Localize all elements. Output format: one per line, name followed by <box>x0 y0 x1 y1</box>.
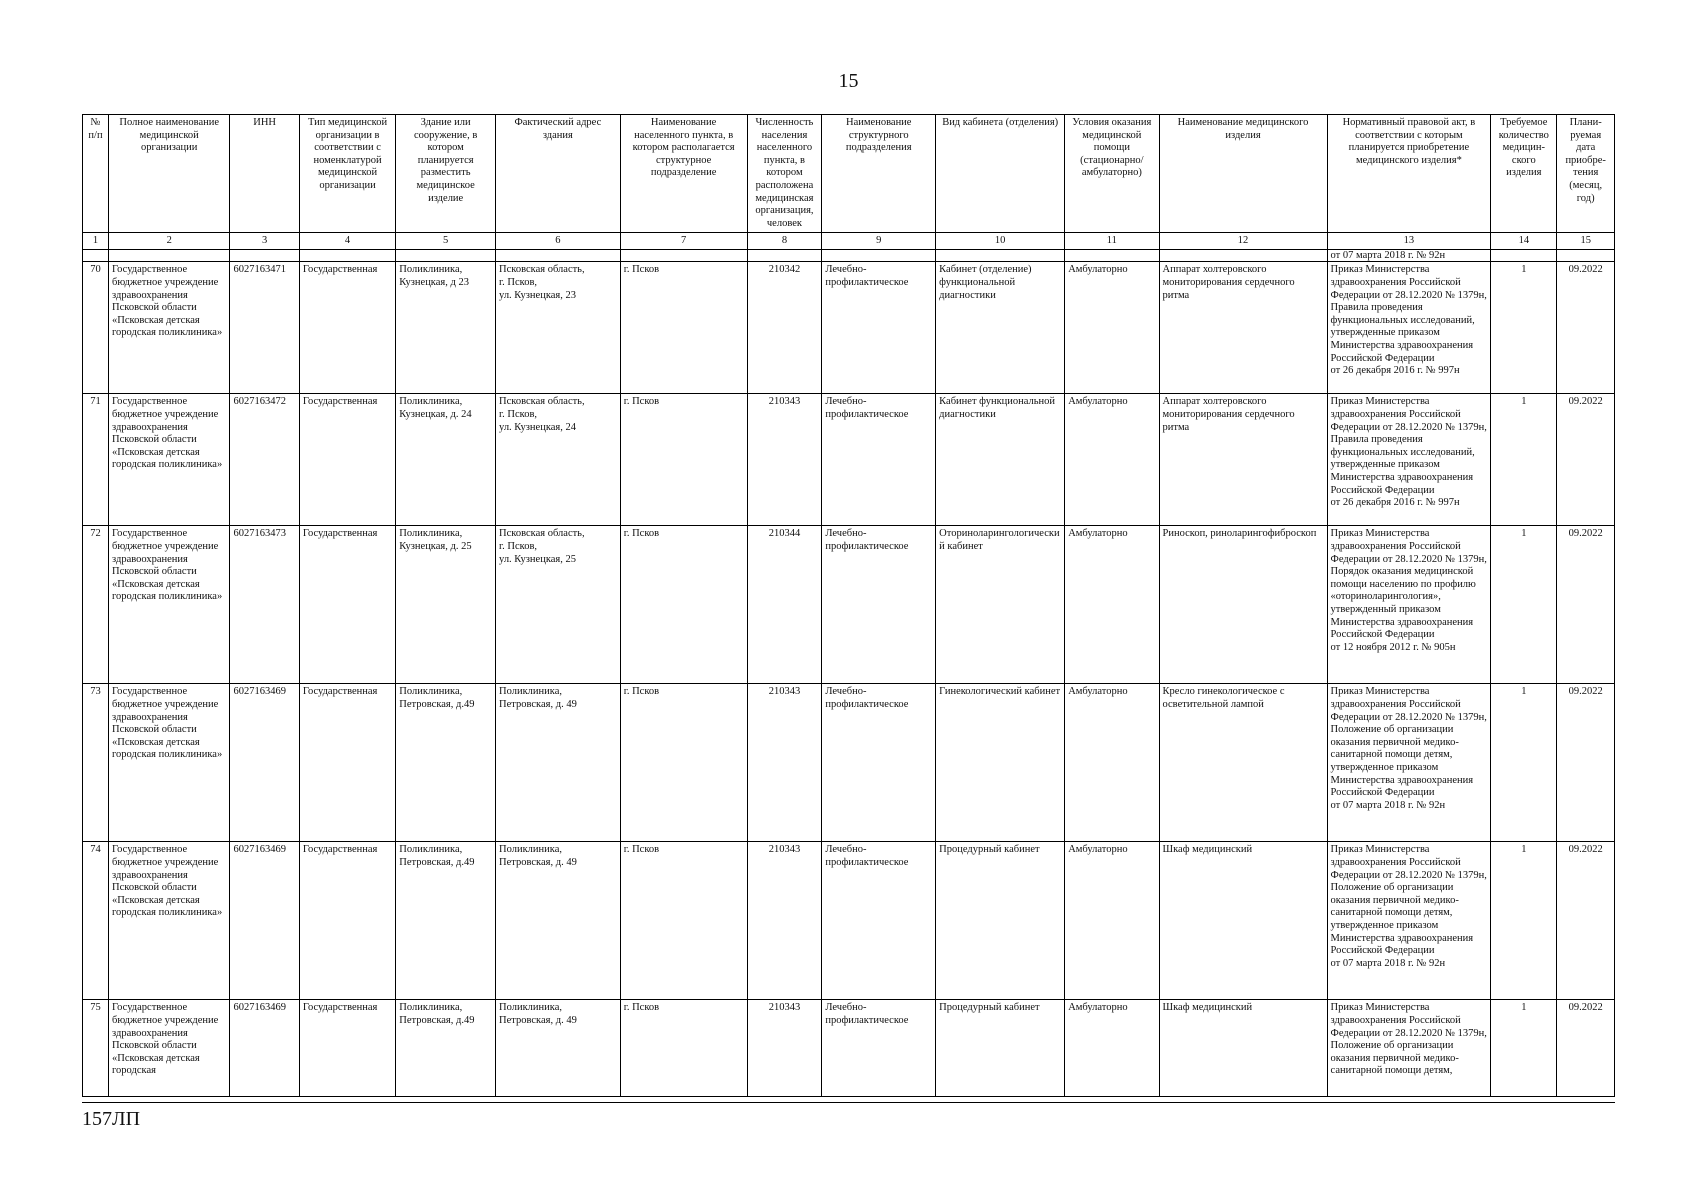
org-name-cell: Государственное бюджетное учреждение здравоохранения Псковской области «Псковская детская городская поликлиника» <box>109 842 230 1000</box>
cabinet-type-cell: Процедурный кабинет <box>936 842 1065 1000</box>
org-name-cell: Государственное бюджетное учреждение здравоохранения Псковской области «Псковская детская городская поликлиника» <box>109 684 230 842</box>
header-cell: Требуемое количество медицин-ского изделия <box>1491 115 1557 233</box>
table-row <box>83 1000 1615 1097</box>
column-number-row <box>83 233 1615 250</box>
address-cell: Поликлиника, Петровская, д. 49 <box>496 1000 621 1097</box>
planned-date-cell: 09.2022 <box>1557 842 1615 1000</box>
org-type-cell: Государственная <box>299 842 395 1000</box>
locality-cell: г. Псков <box>620 1000 747 1097</box>
address-cell: Псковская область, г. Псков, ул. Кузнецкая, 24 <box>496 394 621 526</box>
legal-act-cell: Приказ Министерства здравоохранения Российской Федерации от 28.12.2020 № 1379н, Положение об организации оказания первичной медико-санитарной помощи детям, утвержденное приказом Министерства здравоохранения Российской Федерации от 07 марта 2018 г. № 92н <box>1327 842 1491 1000</box>
table-row <box>83 526 1615 684</box>
locality-cell: г. Псков <box>620 684 747 842</box>
row-number-cell: 71 <box>83 394 109 526</box>
population-cell: 210342 <box>747 262 822 394</box>
column-number: 7 <box>620 233 747 250</box>
quantity-cell: 1 <box>1491 526 1557 684</box>
inn-cell: 6027163471 <box>230 262 299 394</box>
planned-date-cell: 09.2022 <box>1557 394 1615 526</box>
address-cell: Поликлиника, Петровская, д. 49 <box>496 684 621 842</box>
row-number-cell: 72 <box>83 526 109 684</box>
header-cell: Наименование структурного подразделения <box>822 115 936 233</box>
locality-cell: г. Псков <box>620 842 747 1000</box>
population-cell: 210343 <box>747 1000 822 1097</box>
care-conditions-cell: Амбулаторно <box>1065 842 1159 1000</box>
column-number: 8 <box>747 233 822 250</box>
building-cell: Поликлиника, Петровская, д.49 <box>396 842 496 1000</box>
document-code: 157ЛП <box>82 1108 141 1130</box>
column-number: 4 <box>299 233 395 250</box>
header-cell: Плани-руемая дата приобре-тения (месяц, год) <box>1557 115 1615 233</box>
row-number-cell: 70 <box>83 262 109 394</box>
header-cell: Тип медицинской организации в соответствии с номенклатурой медицинской организации <box>299 115 395 233</box>
inn-cell: 6027163469 <box>230 842 299 1000</box>
quantity-cell: 1 <box>1491 1000 1557 1097</box>
org-type-cell: Государственная <box>299 1000 395 1097</box>
cabinet-type-cell: Кабинет функциональной диагностики <box>936 394 1065 526</box>
column-number: 5 <box>396 233 496 250</box>
building-cell: Поликлиника, Петровская, д.49 <box>396 684 496 842</box>
table-row <box>83 684 1615 842</box>
cabinet-type-cell: Кабинет (отделение) функциональной диагностики <box>936 262 1065 394</box>
care-conditions-cell: Амбулаторно <box>1065 394 1159 526</box>
planned-date-cell: 09.2022 <box>1557 526 1615 684</box>
inn-cell: 6027163473 <box>230 526 299 684</box>
column-number: 14 <box>1491 233 1557 250</box>
structural-unit-cell: Лечебно-профилактическое <box>822 684 936 842</box>
inn-cell: 6027163469 <box>230 684 299 842</box>
quantity-cell: 1 <box>1491 684 1557 842</box>
column-number: 10 <box>936 233 1065 250</box>
building-cell: Поликлиника, Кузнецкая, д. 25 <box>396 526 496 684</box>
address-cell: Поликлиника, Петровская, д. 49 <box>496 842 621 1000</box>
structural-unit-cell: Лечебно-профилактическое <box>822 1000 936 1097</box>
building-cell: Поликлиника, Кузнецкая, д 23 <box>396 262 496 394</box>
column-number: 9 <box>822 233 936 250</box>
building-cell: Поликлиника, Кузнецкая, д. 24 <box>396 394 496 526</box>
care-conditions-cell: Амбулаторно <box>1065 262 1159 394</box>
header-cell: Нормативный правовой акт, в соответствии с которым планируется приобретение медицинского изделия* <box>1327 115 1491 233</box>
header-row <box>83 115 1615 233</box>
legal-act-cell: Приказ Министерства здравоохранения Российской Федерации от 28.12.2020 № 1379н, Порядок оказания медицинской помощи населению по профилю «оториноларингология», утвержденный приказом Министерства здравоохранения Российской Федерации от 12 ноября 2012 г. № 905н <box>1327 526 1491 684</box>
address-cell: Псковская область, г. Псков, ул. Кузнецкая, 23 <box>496 262 621 394</box>
locality-cell: г. Псков <box>620 394 747 526</box>
medical-device-cell: Аппарат холтеровского мониторирования сердечного ритма <box>1159 262 1327 394</box>
column-number: 6 <box>496 233 621 250</box>
page-number: 15 <box>838 70 859 92</box>
column-number: 15 <box>1557 233 1615 250</box>
locality-cell: г. Псков <box>620 526 747 684</box>
header-cell: Численность населения населенного пункта, в котором расположена медицинская организация, человек <box>747 115 822 233</box>
locality-cell: г. Псков <box>620 262 747 394</box>
row-number-cell: 75 <box>83 1000 109 1097</box>
header-cell: Наименование населенного пункта, в котором располагается структурное подразделение <box>620 115 747 233</box>
table-row <box>83 394 1615 526</box>
medical-device-cell: Шкаф медицинский <box>1159 842 1327 1000</box>
org-type-cell: Государственная <box>299 262 395 394</box>
header-cell: № п/п <box>83 115 109 233</box>
row-number-cell: 73 <box>83 684 109 842</box>
table-row <box>83 842 1615 1000</box>
population-cell: 210343 <box>747 842 822 1000</box>
address-cell: Псковская область, г. Псков, ул. Кузнецкая, 25 <box>496 526 621 684</box>
medical-device-cell: Шкаф медицинский <box>1159 1000 1327 1097</box>
building-cell: Поликлиника, Петровская, д.49 <box>396 1000 496 1097</box>
legal-act-cell: Приказ Министерства здравоохранения Российской Федерации от 28.12.2020 № 1379н, Правила проведения функциональных исследований, утвержденные приказом Министерства здравоохранения Российской Федерации от 26 декабря 2016 г. № 997н <box>1327 394 1491 526</box>
legal-act-cell: Приказ Министерства здравоохранения Российской Федерации от 28.12.2020 № 1379н, Положение об организации оказания первичной медико-санитарной помощи детям, утвержденное приказом Министерства здравоохранения Российской Федерации от 07 марта 2018 г. № 92н <box>1327 684 1491 842</box>
planned-date-cell: 09.2022 <box>1557 1000 1615 1097</box>
population-cell: 210343 <box>747 684 822 842</box>
column-number: 12 <box>1159 233 1327 250</box>
medical-device-cell: Аппарат холтеровского мониторирования сердечного ритма <box>1159 394 1327 526</box>
continuation-text: от 07 марта 2018 г. № 92н <box>1327 250 1491 262</box>
medical-device-cell: Риноскоп, риноларингофиброскоп <box>1159 526 1327 684</box>
org-type-cell: Государственная <box>299 394 395 526</box>
header-cell: Здание или сооружение, в котором планируется разместить медицинское изделие <box>396 115 496 233</box>
structural-unit-cell: Лечебно-профилактическое <box>822 526 936 684</box>
table-body <box>83 262 1615 1097</box>
planned-date-cell: 09.2022 <box>1557 262 1615 394</box>
column-number: 2 <box>109 233 230 250</box>
column-number: 11 <box>1065 233 1159 250</box>
header-cell: Наименование медицинского изделия <box>1159 115 1327 233</box>
cabinet-type-cell: Оториноларингологический кабинет <box>936 526 1065 684</box>
quantity-cell: 1 <box>1491 842 1557 1000</box>
care-conditions-cell: Амбулаторно <box>1065 526 1159 684</box>
header-cell: Фактический адрес здания <box>496 115 621 233</box>
table-row <box>83 262 1615 394</box>
quantity-cell: 1 <box>1491 394 1557 526</box>
org-type-cell: Государственная <box>299 526 395 684</box>
org-name-cell: Государственное бюджетное учреждение здравоохранения Псковской области «Псковская детская городская поликлиника» <box>109 262 230 394</box>
continuation-row <box>83 250 1615 262</box>
org-type-cell: Государственная <box>299 684 395 842</box>
row-number-cell: 74 <box>83 842 109 1000</box>
org-name-cell: Государственное бюджетное учреждение здравоохранения Псковской области «Псковская детская городская поликлиника» <box>109 526 230 684</box>
org-name-cell: Государственное бюджетное учреждение здравоохранения Псковской области «Псковская детская городская поликлиника» <box>109 394 230 526</box>
structural-unit-cell: Лечебно-профилактическое <box>822 842 936 1000</box>
column-number: 13 <box>1327 233 1491 250</box>
structural-unit-cell: Лечебно-профилактическое <box>822 262 936 394</box>
org-name-cell: Государственное бюджетное учреждение здравоохранения Псковской области «Псковская детская городская <box>109 1000 230 1097</box>
population-cell: 210344 <box>747 526 822 684</box>
equipment-table-wrapper <box>82 114 1615 1103</box>
quantity-cell: 1 <box>1491 262 1557 394</box>
column-number: 1 <box>83 233 109 250</box>
cabinet-type-cell: Гинекологический кабинет <box>936 684 1065 842</box>
cabinet-type-cell: Процедурный кабинет <box>936 1000 1065 1097</box>
header-cell: Вид кабинета (отделения) <box>936 115 1065 233</box>
inn-cell: 6027163472 <box>230 394 299 526</box>
planned-date-cell: 09.2022 <box>1557 684 1615 842</box>
care-conditions-cell: Амбулаторно <box>1065 1000 1159 1097</box>
column-number: 3 <box>230 233 299 250</box>
legal-act-cell: Приказ Министерства здравоохранения Российской Федерации от 28.12.2020 № 1379н, Правила проведения функциональных исследований, утвержденные приказом Министерства здравоохранения Российской Федерации от 26 декабря 2016 г. № 997н <box>1327 262 1491 394</box>
inn-cell: 6027163469 <box>230 1000 299 1097</box>
header-cell: Полное наименование медицинской организации <box>109 115 230 233</box>
care-conditions-cell: Амбулаторно <box>1065 684 1159 842</box>
structural-unit-cell: Лечебно-профилактическое <box>822 394 936 526</box>
legal-act-cell: Приказ Министерства здравоохранения Российской Федерации от 28.12.2020 № 1379н, Положение об организации оказания первичной медико-санитарной помощи детям, <box>1327 1000 1491 1097</box>
equipment-table <box>82 114 1615 1097</box>
population-cell: 210343 <box>747 394 822 526</box>
header-cell: Условия оказания медицинской помощи (стационарно/ амбулаторно) <box>1065 115 1159 233</box>
header-cell: ИНН <box>230 115 299 233</box>
medical-device-cell: Кресло гинекологическое с осветительной лампой <box>1159 684 1327 842</box>
